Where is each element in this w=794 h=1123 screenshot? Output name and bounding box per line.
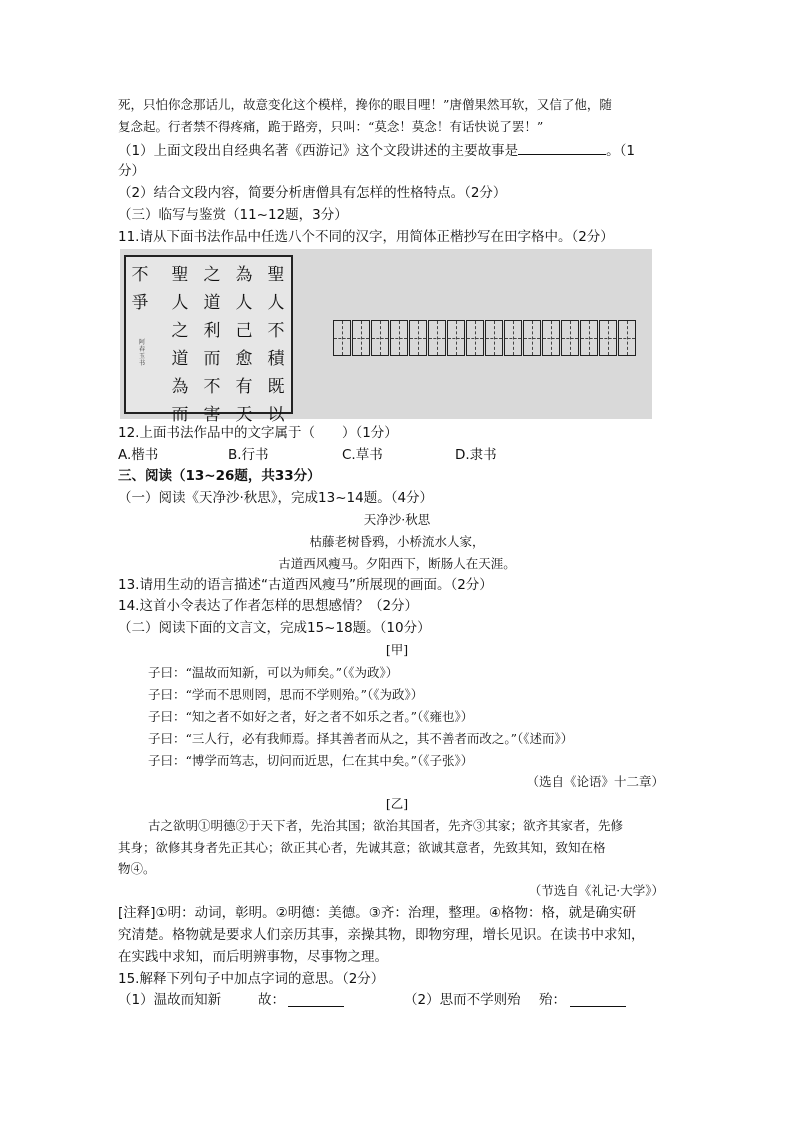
question-13: 13.请用生动的语言描述“古道西风瘦马”所展现的画面。（2分） (118, 577, 493, 593)
option-a[interactable]: A.楷书 (118, 447, 159, 463)
grid-guide (532, 321, 533, 355)
annotation-line: 在实践中求知，而后明辨事物，尽事物之理。 (118, 949, 388, 965)
calligraphy-column: 之 道 利 而 不 害 (203, 265, 221, 425)
grid-cell[interactable] (390, 320, 408, 356)
question-1 (118, 141, 635, 160)
grid-guide (380, 321, 381, 355)
seal-mark: 阿 春 玉 书 (139, 339, 146, 367)
grid-cell[interactable] (504, 320, 522, 356)
analects-line: 子曰：“三人行，必有我师焉。择其善者而从之，其不善者而改之。”（《述而》） (148, 731, 574, 746)
calligraphy-frame (124, 255, 293, 425)
grid-cell[interactable] (428, 320, 446, 356)
grid-guide (418, 321, 419, 355)
answer-blank[interactable] (288, 993, 344, 1007)
question-2: （2）结合文段内容，简要分析唐僧具有怎样的性格特点。（2分） (118, 185, 507, 201)
grid-guide (608, 321, 609, 355)
calligraphy-column: 不 爭 (131, 265, 149, 313)
grid-cell[interactable] (485, 320, 503, 356)
analects-line: 子曰：“博学而笃志，切问而近思，仁在其中矣。”（《子张》） (148, 753, 474, 768)
answer-blank[interactable] (518, 141, 606, 155)
grid-cell[interactable] (580, 320, 598, 356)
poem-line: 古道西风瘦马。夕阳西下，断肠人在天涯。 (278, 556, 516, 571)
grid-cell[interactable] (542, 320, 560, 356)
question-11: 11.请从下面书法作品中任选八个不同的汉字，用简体正楷抄写在田字格中。（2分） (118, 229, 614, 245)
grid-guide (361, 321, 362, 355)
grid-guide (399, 321, 400, 355)
grid-guide (513, 321, 514, 355)
grid-cell[interactable] (618, 320, 636, 356)
grid-guide (589, 321, 590, 355)
question-12: 12.上面书法作品中的文字属于（ ）（1分） (118, 425, 398, 441)
question-score: 。（1 (606, 143, 635, 159)
question-14: 14.这首小令表达了作者怎样的思想感情？（2分） (118, 598, 419, 614)
source-note: （选自《论语》十二章） (526, 774, 664, 789)
calligraphy-column: 為 人 己 愈 有 天 (235, 265, 253, 425)
sub-heading: （二）阅读下面的文言文，完成15~18题。（10分） (118, 620, 431, 636)
grid-guide (570, 321, 571, 355)
grid-guide (551, 321, 552, 355)
analects-line: 子曰：“知之者不如好之者，好之者不如乐之者。”（《雍也》） (148, 709, 474, 724)
grid-guide (494, 321, 495, 355)
text-label-yi: [乙] (385, 796, 409, 811)
calligraphy-column: 聖 人 不 積 既 以 (267, 265, 285, 425)
sentence-2: （2）思而不学则殆 (404, 992, 521, 1008)
poem-line: 枯藤老树昏鸦，小桥流水人家， (309, 534, 485, 549)
analects-line: 子曰：“温故而知新，可以为师矣。”（《为政》） (148, 665, 399, 680)
analects-line: 子曰：“学而不思则罔，思而不学则殆。”（《为政》） (148, 687, 424, 702)
text-label-jia: [甲] (385, 642, 409, 657)
grid-cell[interactable] (352, 320, 370, 356)
sentence-1: （1）温故而知新 (118, 992, 222, 1008)
grid-cell[interactable] (333, 320, 351, 356)
question-text: （1）上面文段出自经典名著《西游记》这个文段讲述的主要故事是 (118, 143, 519, 159)
section-heading: （三）临写与鉴赏（11~12题，3分） (118, 207, 348, 223)
word-2: 殆： (539, 992, 566, 1008)
sub-heading: （一）阅读《天净沙·秋思》，完成13~14题。（4分） (118, 490, 434, 506)
part-heading: 三、阅读（13~26题，共33分） (118, 468, 321, 484)
annotation-line: 究清楚。格物就是要求人们亲历其事，亲操其物，即物穷理，增长见识。在读书中求知， (118, 927, 645, 943)
grid-guide (456, 321, 457, 355)
calligraphy-column: 聖 人 之 道 為 而 (171, 265, 189, 425)
passage-line: 死，只怕你念那话儿，故意变化这个模样，搀你的眼目哩！”唐僧果然耳软，又信了他，随 (118, 97, 612, 112)
grid-cell[interactable] (561, 320, 579, 356)
grid-cell[interactable] (447, 320, 465, 356)
grid-guide (475, 321, 476, 355)
option-c[interactable]: C.草书 (342, 447, 383, 463)
word-1: 故： (258, 992, 285, 1008)
grid-guide (627, 321, 628, 355)
poem-title: 天净沙·秋思 (363, 512, 431, 527)
grid-cell[interactable] (523, 320, 541, 356)
question-15: 15.解释下列句子中加点字词的意思。（2分） (118, 971, 385, 987)
question-score-cont: 分） (118, 163, 145, 179)
grid-cell[interactable] (371, 320, 389, 356)
option-b[interactable]: B.行书 (228, 447, 269, 463)
grid-guide (437, 321, 438, 355)
grid-cell[interactable] (409, 320, 427, 356)
daxue-line: 物④。 (118, 861, 156, 876)
daxue-line: 其身；欲修其身者先正其心；欲正其心者，先诚其意；欲诚其意者，先致其知，致知在格 (118, 840, 606, 855)
grid-cell[interactable] (466, 320, 484, 356)
grid-guide (342, 321, 343, 355)
annotation-line: [注释]①明：动词，彰明。②明德：美德。③齐：治理，整理。④格物：格，就是确实研 (118, 905, 636, 921)
grid-cell[interactable] (599, 320, 617, 356)
option-d[interactable]: D.隶书 (455, 447, 497, 463)
source-note: （节选自《礼记·大学》） (528, 883, 664, 898)
passage-line: 复念起。行者禁不得疼痛，跪于路旁，只叫：“莫念！莫念！有话快说了罢！” (118, 119, 544, 134)
daxue-line: 古之欲明①明德②于天下者，先治其国；欲治其国者，先齐③其家；欲齐其家者，先修 (148, 818, 624, 833)
answer-blank[interactable] (570, 993, 626, 1007)
